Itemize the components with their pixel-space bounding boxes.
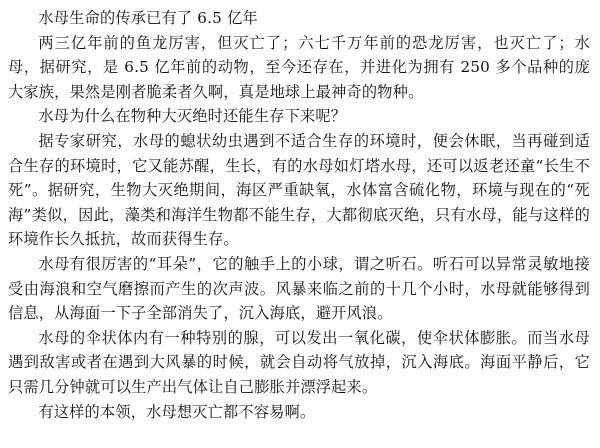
paragraph-conclusion: 有这样的本领，水母想灭亡都不容易啊。 xyxy=(38,402,316,421)
paragraph-question: 水母为什么在物种大灭绝时还能生存下来呢？ xyxy=(38,107,347,126)
paragraph-survival: 据专家研究，水母的螅状幼虫遇到不适合生存的环境时，便会休眠，当再碰到适合生存的环境时，它又能苏醒，生长，有的水母如灯塔水母，还可以返老还童“长生不死”。据研究，生物大灭绝期间，海区严重缺氧，水体富含硫化物，环境与现在的“死海”类似，因此，藻类和海洋生物都不能生存，大都彻底灭绝，只有水母，能与这样的环境作长久抵抗，故而获得生存。 xyxy=(8,131,590,249)
paragraph-title-line: 水母生命的传承已有了 6.5 亿年 xyxy=(38,9,258,27)
paragraph-ears: 水母有很厉害的“耳朵”，它的触手上的小球，谓之听石。听石可以异常灵敏地接受由海浪和空气磨擦而产生的次声波。风暴来临之前的十几个小时，水母就能够得到信息，从海面一下子全部消失了，沉入海底，避开风浪。 xyxy=(8,254,590,323)
paragraph-history: 两三亿年前的鱼龙厉害，但灭亡了；六七千万年前的恐龙厉害，也灭亡了；水母，据研究，是 6.5 亿年前的动物，至今还存在，并进化为拥有 250 多个品种的庞大家族，果然是刚者脆柔者久啊，真是地球上最神奇的物种。 xyxy=(8,33,590,101)
paragraph-gland: 水母的伞状体内有一种特别的腺，可以发出一氧化碳，使伞状体膨胀。而当水母遇到敌害或者在遇到大风暴的时候，就会自动将气放掉，沉入海底。海面平静后，它只需几分钟就可以生产出气体让自己膨胀并漂浮起来。 xyxy=(8,328,590,396)
